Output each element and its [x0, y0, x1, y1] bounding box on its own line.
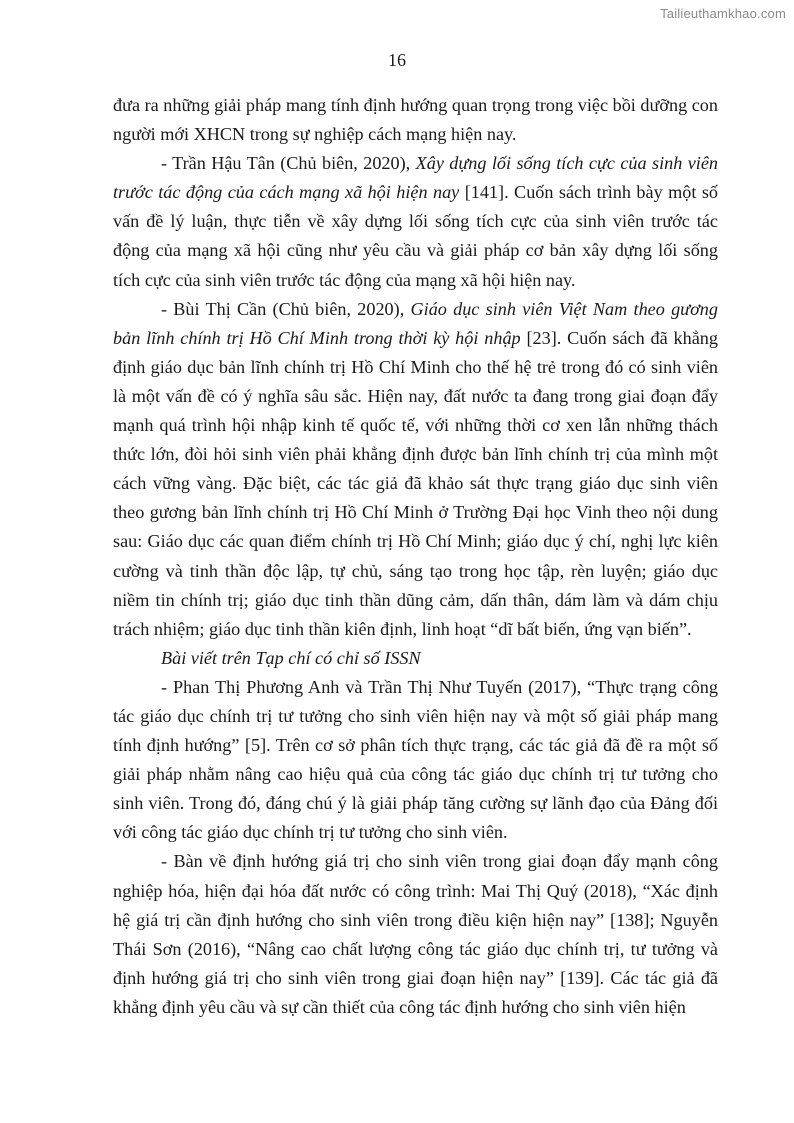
reference-title: Xây dựng lối sống tích cực của sinh viên trước tác động của cách mạng xã hội hiện nay: [113, 153, 718, 203]
section-heading: Bài viết trên Tạp chí có chỉ số ISSN: [161, 647, 421, 668]
reference-paragraph: - Phan Thị Phương Anh và Trần Thị Như Tuyến (2017), “Thực trạng công tác giáo dục chính trị tư tưởng cho sinh viên hiện nay và một số giải pháp mang tính định hướng” [5]. Trên cơ sở phân tích thực trạng, các tác giả đã đề ra một số giải pháp nhằm nâng cao hiệu quả của công tác giáo dục chính trị tư tưởng cho sinh viên. Trong đó, đáng chú ý là giải pháp tăng cường sự lãnh đạo của Đảng đối với công tác giáo dục chính trị tư tưởng cho sinh viên.: [113, 676, 718, 843]
reference-paragraph: [113, 295, 718, 644]
page-body: [113, 91, 718, 1022]
paragraph-continuation: đưa ra những giải pháp mang tính định hướng quan trọng trong việc bồi dưỡng con người mới XHCN trong sự nghiệp cách mạng hiện nay.: [113, 95, 718, 145]
page-number: 16: [388, 50, 406, 70]
reference-description: [141]. Cuốn sách trình bày một số vấn đề lý luận, thực tiễn về xây dựng lối sống tích cực của sinh viên trước tác động của mạng xã hội cũng như yêu cầu và giải pháp cơ bản xây dựng lối sống tích cực của sinh viên trước tác động của mạng xã hội hiện nay.: [113, 182, 718, 290]
watermark: Tailieuthamkhao.com: [660, 6, 786, 21]
reference-paragraph: - Bàn về định hướng giá trị cho sinh viên trong giai đoạn đẩy mạnh công nghiệp hóa, hiện đại hóa đất nước có công trình: Mai Thị Quý (2018), “Xác định hệ giá trị cần định hướng cho sinh viên trong điều kiện hiện nay” [138]; Nguyễn Thái Sơn (2016), “Nâng cao chất lượng công tác giáo dục chính trị, tư tưởng và định hướng giá trị cho sinh viên trong giai đoạn hiện nay” [139]. Các tác giả đã khẳng định yêu cầu và sự cần thiết của công tác định hướng cho sinh viên hiện: [113, 851, 718, 1017]
reference-title: Giáo dục sinh viên Việt Nam theo gương bản lĩnh chính trị Hồ Chí Minh trong thời kỳ hội nhập: [113, 298, 718, 348]
reference-paragraph: [113, 149, 718, 294]
reference-author: - Bùi Thị Cần (Chủ biên, 2020),: [161, 298, 411, 319]
reference-author: - Trần Hậu Tân (Chủ biên, 2020),: [161, 153, 416, 174]
reference-description: [23]. Cuốn sách đã khẳng định giáo dục bản lĩnh chính trị Hồ Chí Minh cho thế hệ trẻ trong đó có sinh viên là một vấn đề có ý nghĩa sâu sắc. Hiện nay, đất nước ta đang trong giai đoạn đẩy mạnh quá trình hội nhập kinh tế quốc tế, với những thời cơ xen lẫn những thách thức lớn, đòi hỏi sinh viên phải khẳng định được bản lĩnh chính trị của mình một cách vững vàng. Đặc biệt, các tác giả đã khảo sát thực trạng giáo dục sinh viên theo gương bản lĩnh chính trị Hồ Chí Minh ở Trường Đại học Vinh theo nội dung sau: Giáo dục các quan điểm chính trị Hồ Chí Minh; giáo dục ý chí, nghị lực kiên cường và tinh thần độc lập, tự chủ, sáng tạo trong học tập, rèn luyện; giáo dục niềm tin chính trị; giáo dục tinh thần dũng cảm, dấn thân, dám làm và dám chịu trách nhiệm; giáo dục tinh thần kiên định, linh hoạt “dĩ bất biến, ứng vạn biến”.: [113, 327, 718, 639]
